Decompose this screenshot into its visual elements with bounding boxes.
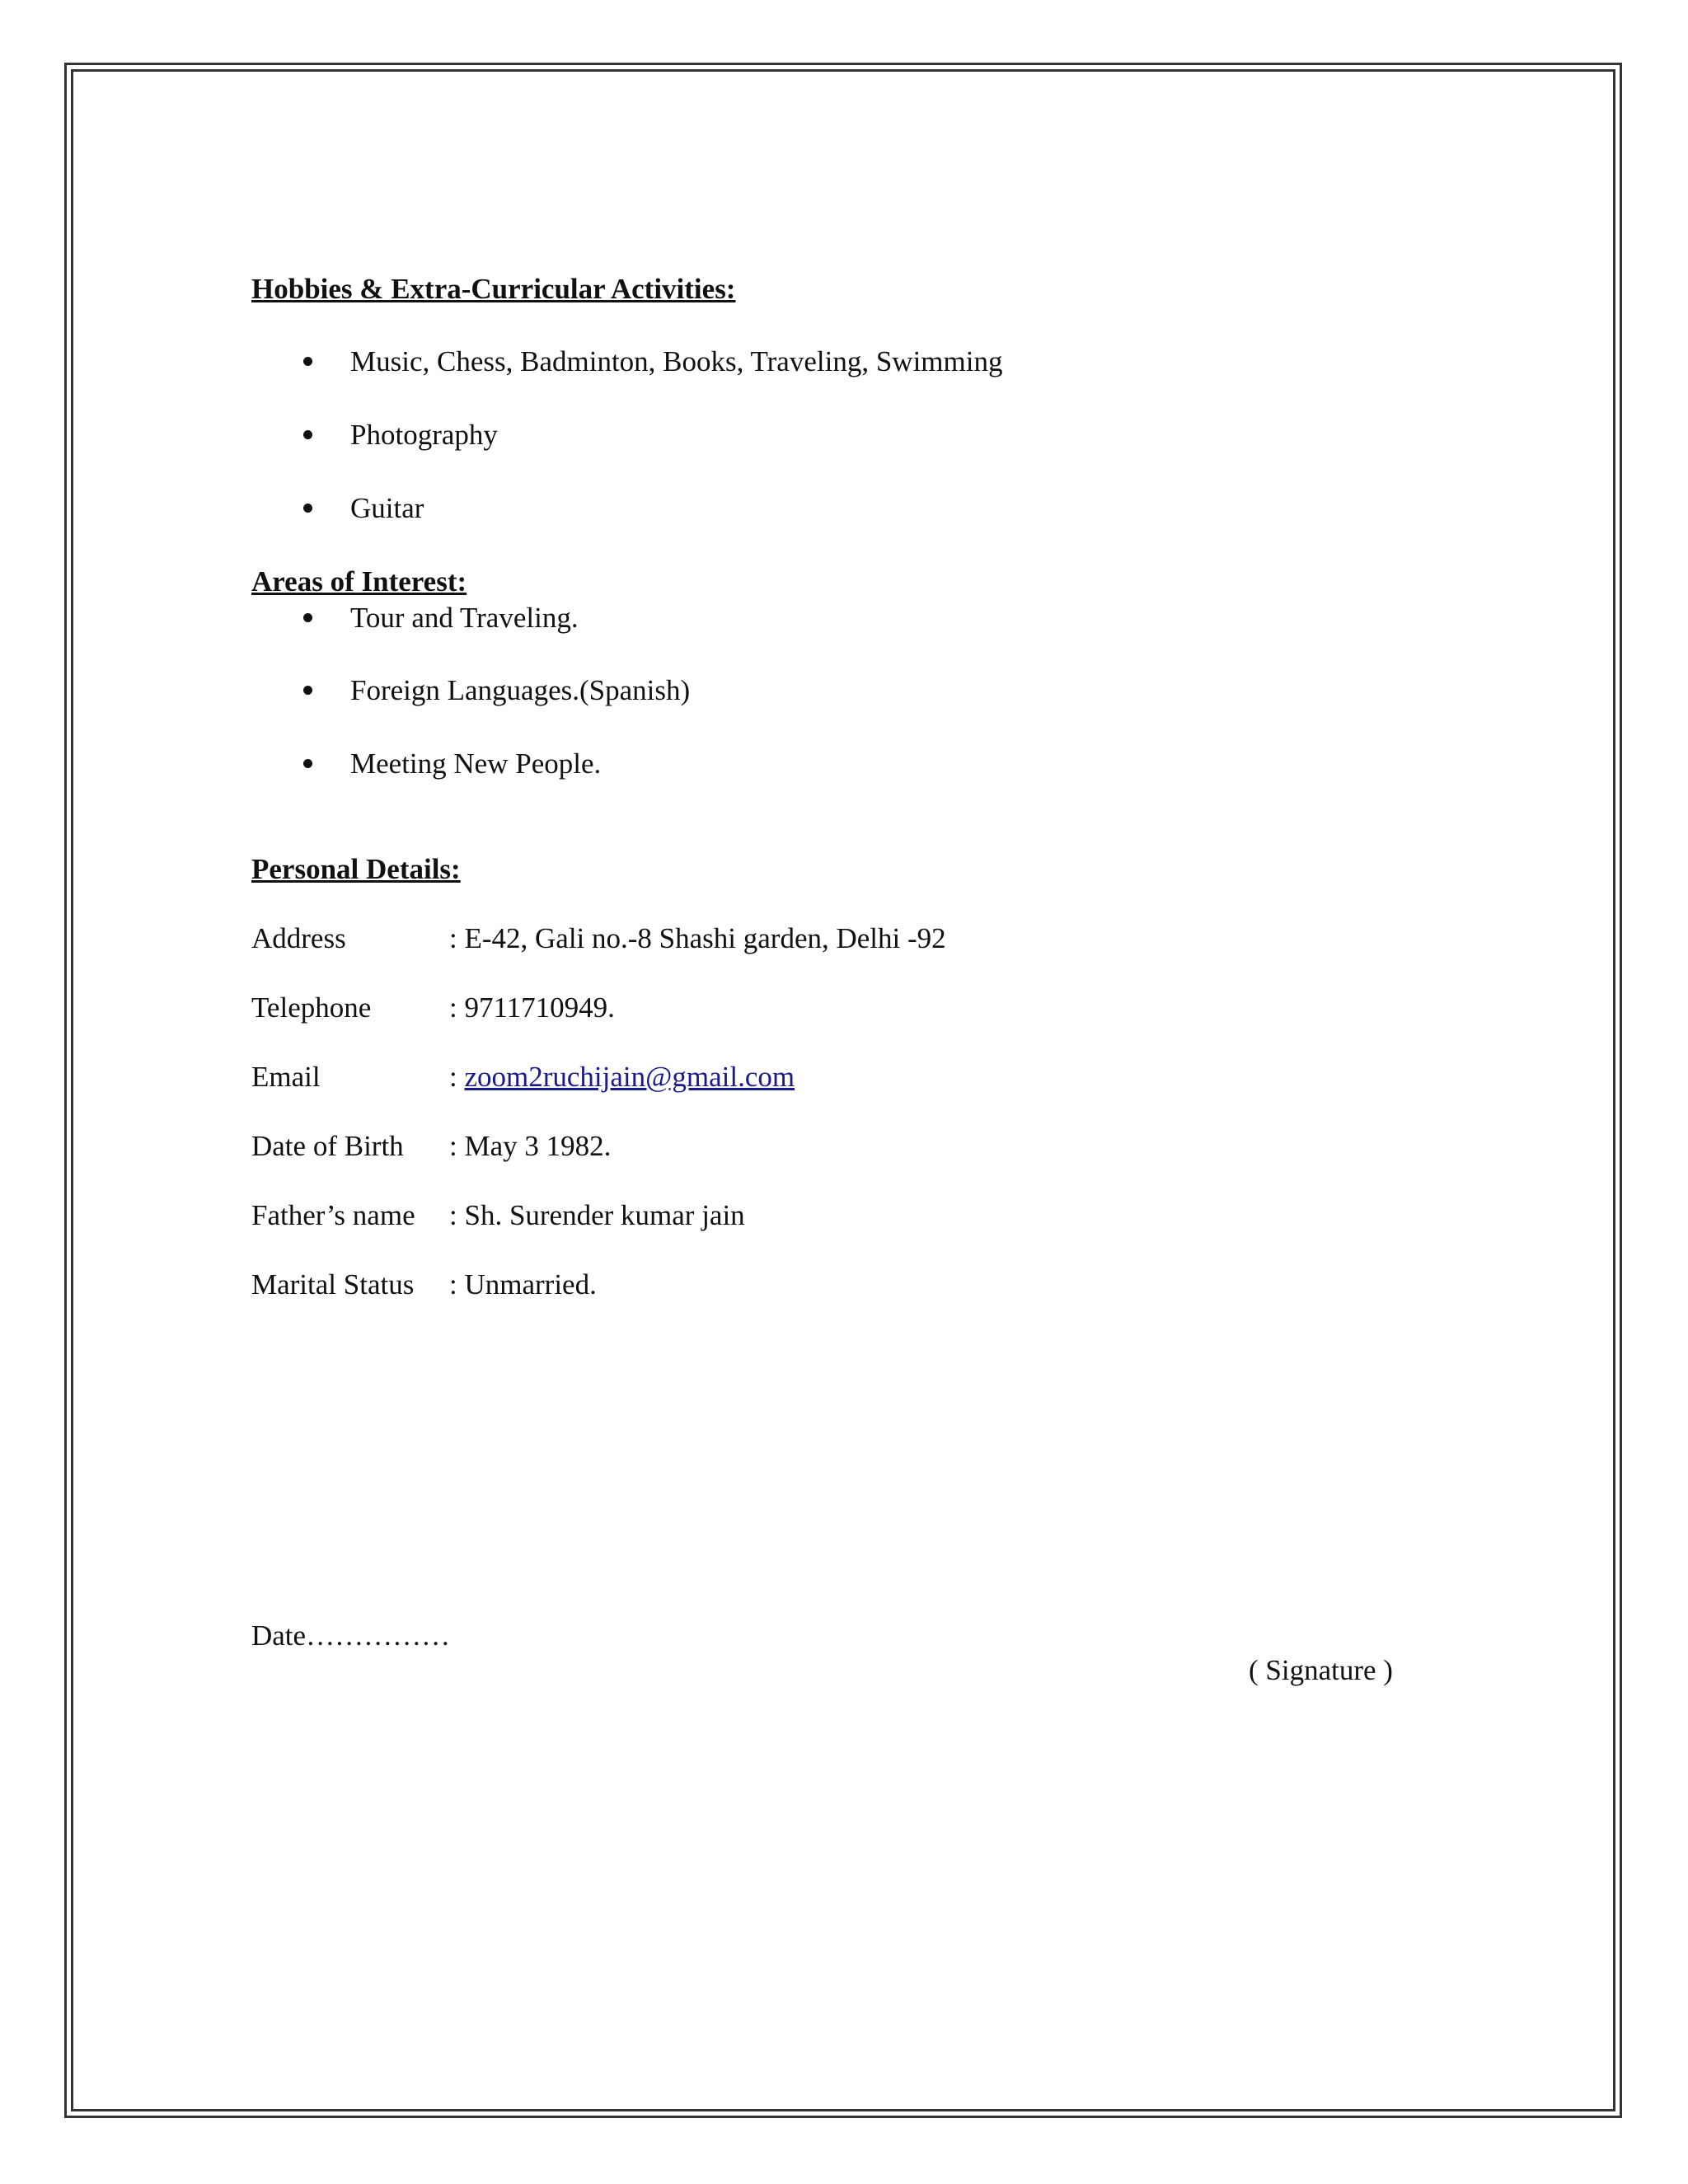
detail-value-marital: : Unmarried. (449, 1268, 597, 1301)
hobby-item: Photography (350, 419, 498, 451)
detail-label-telephone: Telephone (251, 991, 372, 1024)
detail-label-email: Email (251, 1061, 321, 1093)
detail-value-father: : Sh. Surender kumar jain (449, 1199, 745, 1231)
date-line: Date…………… (251, 1619, 451, 1652)
email-prefix: : (449, 1061, 465, 1093)
bullet-icon (303, 430, 312, 439)
bullet-icon (303, 613, 312, 622)
detail-label-address: Address (251, 922, 346, 954)
detail-value-dob: : May 3 1982. (449, 1130, 612, 1162)
detail-value-email (449, 1062, 795, 1091)
interest-item: Tour and Traveling. (350, 602, 579, 634)
bullet-icon (303, 686, 312, 695)
interest-item: Foreign Languages.(Spanish) (350, 674, 691, 706)
interest-item: Meeting New People. (350, 748, 602, 780)
bullet-icon (303, 357, 312, 366)
interests-heading: Areas of Interest: (251, 565, 467, 598)
bullet-icon (303, 759, 312, 768)
detail-value-address: : E-42, Gali no.-8 Shashi garden, Delhi -92 (449, 922, 946, 954)
detail-label-marital: Marital Status (251, 1268, 415, 1301)
email-link[interactable]: zoom2ruchijain@gmail.com (464, 1061, 795, 1093)
signature-label: ( Signature ) (1249, 1654, 1393, 1686)
hobbies-heading: Hobbies & Extra-Curricular Activities: (251, 273, 736, 305)
detail-value-telephone: : 9711710949. (449, 991, 615, 1024)
detail-label-father: Father’s name (251, 1199, 415, 1231)
bullet-icon (303, 504, 312, 513)
personal-heading: Personal Details: (251, 853, 461, 885)
hobby-item: Music, Chess, Badminton, Books, Traveling, Swimming (350, 345, 1003, 377)
hobby-item: Guitar (350, 492, 424, 524)
detail-label-dob: Date of Birth (251, 1130, 404, 1162)
